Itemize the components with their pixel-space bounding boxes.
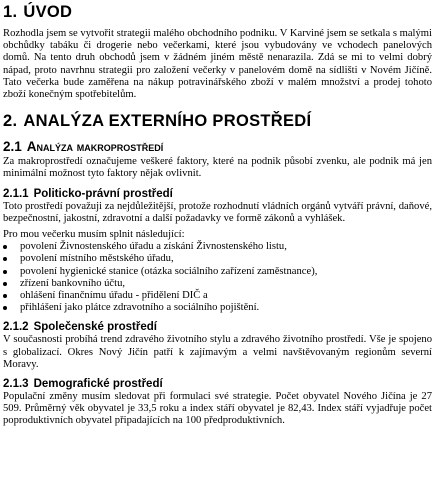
subheading-number: 2.1 [3, 139, 22, 155]
list-item-text: zřízení bankovního účtu, [20, 277, 126, 289]
bullet-icon [3, 282, 7, 286]
subheading-number: 2.1.3 [3, 378, 29, 391]
subheading-number: 2.1.1 [3, 187, 29, 200]
heading-external-analysis [3, 112, 432, 131]
bullet-icon [3, 306, 7, 310]
bullet-icon [3, 245, 7, 249]
intro-paragraph: Rozhodla jsem se vytvořit strategii malého obchodního podniku. V Karviné jsem se setkala s malými obchůdky tabáku či drogerie nebo večerkami, které jsou vybudovány ve vchodech panelových domů. Na tento druh obchodů jsem v žádném jiném městě nenarazila. Zdá se mi to velmi dobrý nápad, proto navrhnu strategii pro založení večerky v panelovém domě na sídlišti v Novém Jičíně. Tato večerka bude zaměřena na nákup potravinářského zboží v malém množství a prodej tohoto zboží konečným spotřebitelům. [3, 28, 432, 101]
spacer [3, 101, 432, 109]
list-item-text: povolení hygienické stanice (otázka sociálního zařízení zaměstnance), [20, 265, 318, 277]
subheading-demographic [3, 378, 432, 390]
heading-number: 2. [3, 112, 18, 131]
list-item [3, 241, 432, 253]
bullet-icon [3, 257, 7, 261]
list-item-text: ohlášení finančnímu úřadu - přidělení DIČ a [20, 290, 208, 302]
subheading-social [3, 321, 432, 333]
political-paragraph: Toto prostředí považuji za nejdůležitější, protože rozhodnutí vládních orgánů vytváří právní, daňové, bezpečnostní, jakostní, zdravotní a další požadavky ve formě zákonů a vyhlášek. [3, 200, 432, 224]
subheading-number: 2.1.2 [3, 321, 29, 334]
macro-paragraph: Za makroprostředí označujeme veškeré faktory, které na podnik působí zvenku, ale podnik má jen minimální možnost tyto faktory nějak ovlivnit. [3, 156, 432, 180]
list-item [3, 278, 432, 290]
list-item [3, 266, 432, 278]
subheading-title: Politicko-právní prostředí [33, 187, 173, 200]
social-paragraph: V současnosti probíhá trend zdravého životního stylu a zdravého životního prostředí. Vše je spojeno s globalizací. Okres Nový Jičín patří k zajímavým a velmi navštěvovaným regionům severní Moravy. [3, 334, 432, 370]
subheading-title: Společenské prostředí [33, 321, 157, 334]
list-item-text: povolení Živnostenského úřadu a získání Živnostenského listu, [20, 241, 287, 253]
list-item-text: povolení místního městského úřadu, [20, 253, 174, 265]
list-intro: Pro mou večerku musím splnit následující: [3, 229, 185, 241]
demographic-paragraph: Populační změny musím sledovat při formulaci své strategie. Počet obyvatel Nového Jičína je 27 509. Průměrný věk obyvatel je 33,5 roku a index stáří obyvatel je 82,43. Index stáří vyjadřuje počet poproduktivních obyvatel připadajících na 100 předproduktivních. [3, 391, 432, 427]
heading-uvod [3, 3, 432, 22]
subheading-political-legal [3, 188, 432, 200]
list-item [3, 290, 432, 302]
heading-title: ANALÝZA EXTERNÍHO PROSTŘEDÍ [23, 112, 312, 131]
subheading-title: Demografické prostředí [33, 378, 163, 391]
list-item-text: přihlášení jako plátce zdravotního a sociálního pojištění. [20, 302, 260, 314]
heading-number: 1. [3, 3, 18, 21]
requirements-list [3, 241, 432, 314]
subheading-macro-environment [3, 139, 432, 154]
list-item [3, 253, 432, 265]
heading-title: ÚVOD [23, 3, 73, 21]
bullet-icon [3, 270, 7, 274]
bullet-icon [3, 294, 7, 298]
list-item [3, 302, 432, 314]
subheading-title: Analýza makroprostředí [26, 139, 164, 155]
